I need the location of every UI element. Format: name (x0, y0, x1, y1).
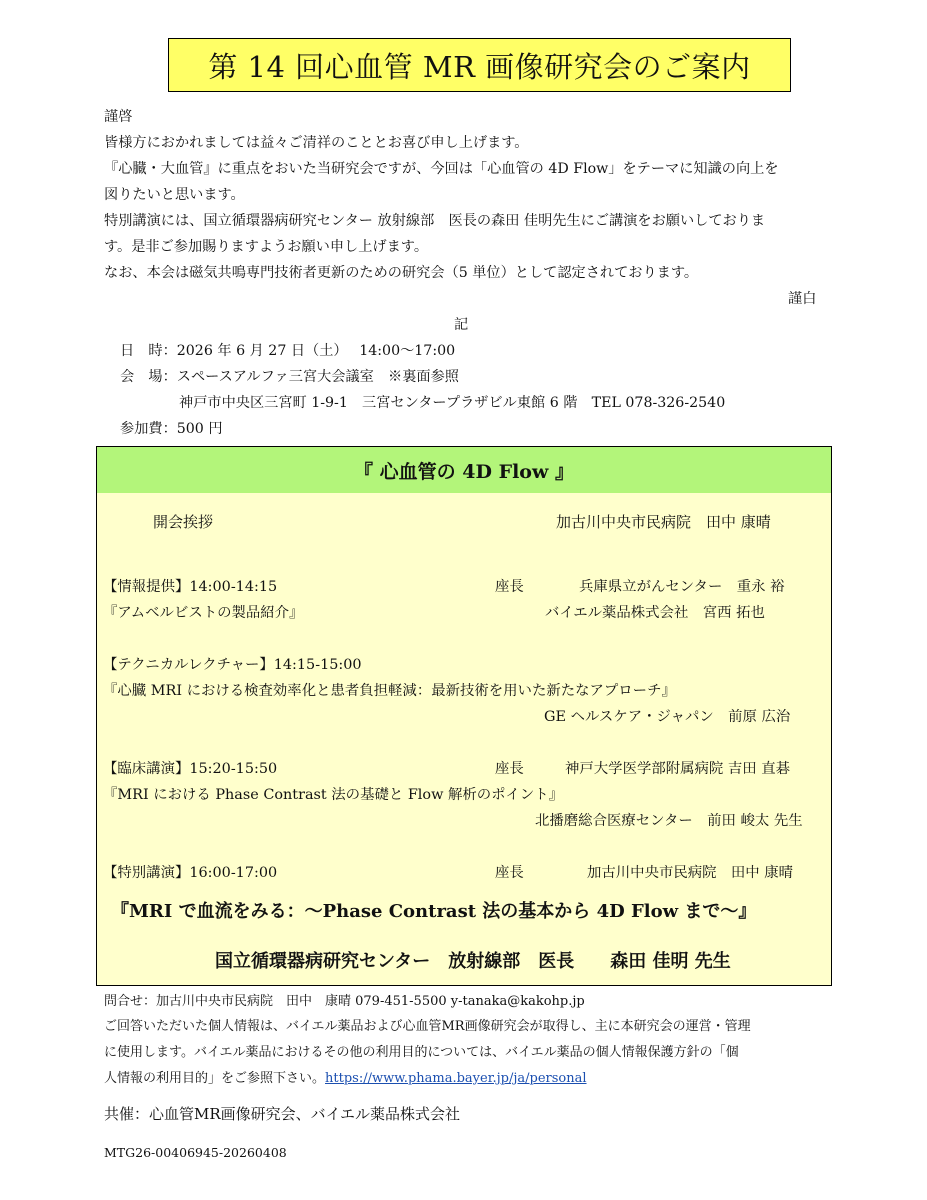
clinical-session: 【臨床講演】15:20-15:50 (103, 761, 278, 777)
page-title: 第 14 回心血管 MR 画像研究会のご案内 (168, 38, 791, 92)
special-speaker: 国立循環器病研究センター 放射線部 医長 森田 佳明 先生 (215, 951, 731, 972)
clinical-topic: 『MRI における Phase Contrast 法の基礎と Flow 解析のポイント』 (103, 787, 564, 803)
greeting-line: 図りたいと思います。 (104, 187, 245, 203)
program-box (96, 446, 832, 986)
privacy-note: に使用します。バイエル薬品におけるその他の利用目的については、バイエル薬品の個人情報保護方針の「個 (104, 1045, 739, 1060)
greeting-opening: 謹啓 (104, 109, 133, 125)
privacy-policy-link[interactable]: https://www.phama.bayer.jp/ja/personal (325, 1071, 587, 1086)
info-topic: 『アムベルビストの製品紹介』 (103, 605, 304, 621)
greeting-line: 『心臓・大血管』に重点をおいた当研究会ですが、今回は「心血管の 4D Flow」をテーマに知識の向上を (104, 161, 779, 177)
greeting-line: なお、本会は磁気共鳴専門技術者更新のための研究会（5 単位）として認定されております。 (104, 265, 699, 281)
privacy-note: ご回答いただいた個人情報は、バイエル薬品および心血管MR画像研究会が取得し、主に本研究会の運営・管理 (104, 1019, 751, 1034)
clinical-chair-label: 座長 (495, 761, 524, 777)
greeting-closing: 謹白 (788, 291, 817, 307)
greeting-line: 特別講演には、国立循環器病研究センター 放射線部 医長の森田 佳明先生にご講演をお願いしておりま (104, 213, 766, 229)
tech-session: 【テクニカルレクチャー】14:15-15:00 (103, 657, 362, 673)
info-speaker: バイエル薬品株式会社 宮西 拓也 (545, 605, 765, 621)
tech-topic: 『心臓 MRI における検査効率化と患者負担軽減：最新技術を用いた新たなアプローチ』 (103, 683, 676, 699)
ki-heading: 記 (454, 317, 469, 333)
document-code: MTG26-00406945-20260408 (104, 1145, 287, 1160)
tech-speaker: GE ヘルスケア・ジャパン 前原 広治 (544, 709, 791, 725)
special-topic: 『MRI で血流をみる：～Phase Contrast 法の基本から 4D Flow まで～』 (111, 901, 757, 922)
info-chair: 兵庫県立がんセンター 重永 裕 (579, 579, 785, 595)
special-chair-label: 座長 (495, 865, 524, 881)
privacy-note-line3 (104, 1067, 587, 1086)
greeting-line: す。是非ご参加賜りますようお願い申し上げます。 (104, 239, 429, 255)
event-address: 神戸市中央区三宮町 1-9-1 三宮センタープラザビル東館 6 階 TEL 078-326-2540 (179, 395, 726, 411)
contact-info: 問合せ：加古川中央市民病院 田中 康晴 079-451-5500 y-tanaka@kakohp.jp (104, 994, 585, 1009)
event-venue: 会 場：スペースアルファ三宮大会議室 ※裏面参照 (120, 369, 459, 385)
info-session: 【情報提供】14:00-14:15 (103, 579, 278, 595)
special-session: 【特別講演】16:00-17:00 (103, 865, 278, 881)
privacy-note-text: 人情報の利用目的」をご参照下さい。 (104, 1071, 326, 1086)
event-date: 日 時：2026 年 6 月 27 日（土） 14:00～17:00 (120, 343, 456, 359)
clinical-speaker: 北播磨総合医療センター 前田 峻太 先生 (535, 813, 803, 829)
opening-remarks-label: 開会挨拶 (153, 513, 214, 531)
event-fee: 参加費：500 円 (120, 421, 223, 437)
opening-remarks-speaker: 加古川中央市民病院 田中 康晴 (556, 513, 771, 531)
clinical-chair: 神戸大学医学部附属病院 吉田 直碁 (565, 761, 791, 777)
special-chair: 加古川中央市民病院 田中 康晴 (587, 865, 794, 881)
cohost-line: 共催：心血管MR画像研究会、バイエル薬品株式会社 (104, 1105, 461, 1123)
program-heading: 『 心血管の 4D Flow 』 (97, 447, 831, 493)
greeting-line: 皆様方におかれましては益々ご清祥のこととお喜び申し上げます。 (104, 135, 529, 151)
info-chair-label: 座長 (495, 579, 524, 595)
